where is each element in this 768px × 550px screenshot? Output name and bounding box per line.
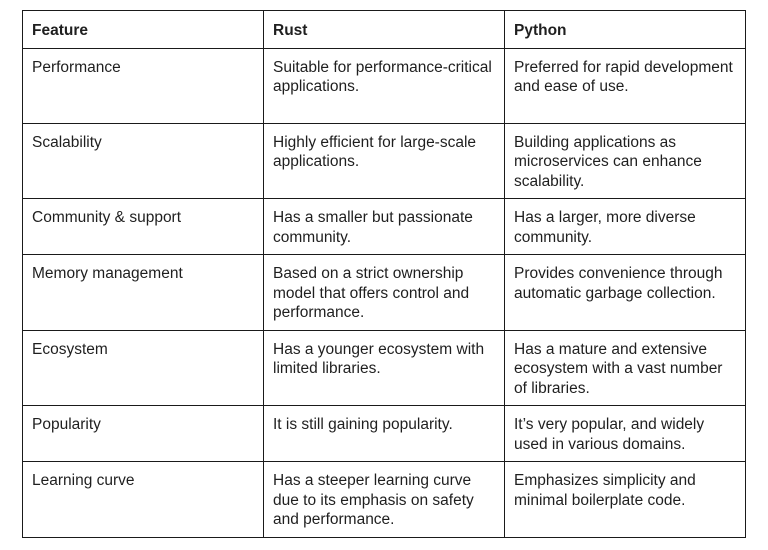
rust-cell: Highly efficient for large-scale applications. [264, 123, 505, 199]
rust-python-comparison-table [22, 10, 746, 538]
python-cell: Provides convenience through automatic garbage collection. [505, 255, 746, 331]
table-row [23, 462, 746, 538]
table-row [23, 48, 746, 123]
table-row [23, 199, 746, 255]
python-cell: Has a larger, more diverse community. [505, 199, 746, 255]
table-header-row [23, 11, 746, 49]
table-row [23, 255, 746, 331]
rust-cell: Has a younger ecosystem with limited libraries. [264, 330, 505, 406]
feature-cell: Ecosystem [23, 330, 264, 406]
header-python: Python [505, 11, 746, 49]
feature-cell: Memory management [23, 255, 264, 331]
python-cell: Has a mature and extensive ecosystem with a vast number of libraries. [505, 330, 746, 406]
rust-cell: Has a smaller but passionate community. [264, 199, 505, 255]
feature-cell: Community & support [23, 199, 264, 255]
comparison-table-container [22, 10, 745, 538]
table-row [23, 330, 746, 406]
python-cell: Building applications as microservices can enhance scalability. [505, 123, 746, 199]
feature-cell: Scalability [23, 123, 264, 199]
python-cell: Preferred for rapid development and ease of use. [505, 48, 746, 123]
rust-cell: Suitable for performance-critical applications. [264, 48, 505, 123]
rust-cell: Based on a strict ownership model that offers control and performance. [264, 255, 505, 331]
table-row [23, 123, 746, 199]
table-row [23, 406, 746, 462]
feature-cell: Popularity [23, 406, 264, 462]
feature-cell: Learning curve [23, 462, 264, 538]
header-feature: Feature [23, 11, 264, 49]
header-rust: Rust [264, 11, 505, 49]
python-cell: Emphasizes simplicity and minimal boilerplate code. [505, 462, 746, 538]
feature-cell: Performance [23, 48, 264, 123]
python-cell: It’s very popular, and widely used in various domains. [505, 406, 746, 462]
rust-cell: Has a steeper learning curve due to its emphasis on safety and performance. [264, 462, 505, 538]
rust-cell: It is still gaining popularity. [264, 406, 505, 462]
